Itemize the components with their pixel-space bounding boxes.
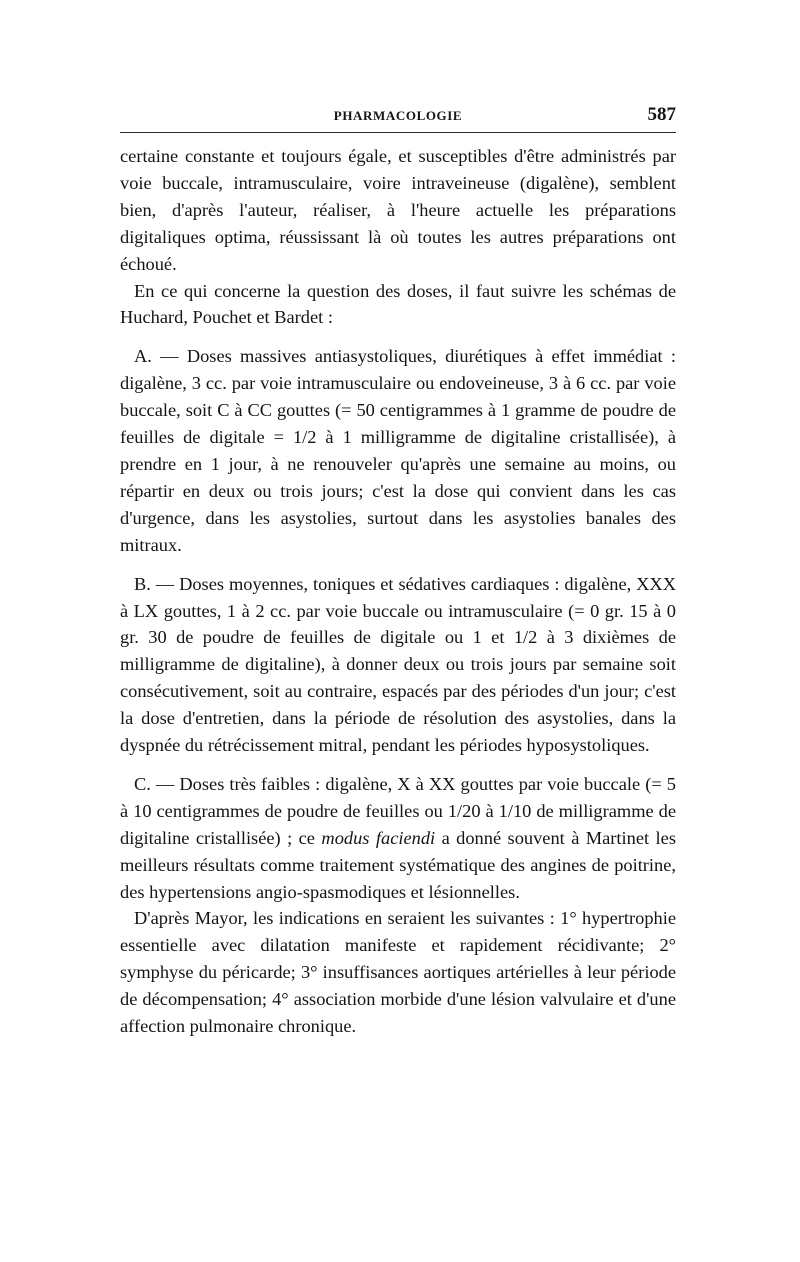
- spacer: [120, 559, 676, 571]
- spacer: [120, 759, 676, 771]
- page-number: 587: [647, 104, 676, 125]
- running-head: PHARMACOLOGIE: [333, 108, 463, 123]
- paragraph-doses-moyennes: B. — Doses moyennes, toniques et sédatives cardiaques : digalène, XXX à LX gouttes, 1 à 2 cc. par voie buccale ou intramusculaire (= 0 gr. 15 à 0 gr. 30 de poudre de feuilles de digitale ou 1 et 1/2 à 3 dixièmes de milligramme de digitaline), à donner deux ou trois jours par semaine soit consécutivement, soit au contraire, espacés par des périodes d'un jour; c'est la dose d'entretien, dans la période de résolution des asystolies, dans la dyspnée du rétrécissement mitral, pendant les périodes hyposystoliques.: [120, 573, 676, 756]
- page-header: [120, 104, 676, 133]
- text-run: C. — Doses très faibles : digalène, X à XX gouttes par voie buccale (= 5 à 10 centigrammes de poudre de feuilles ou 1/20 à 1/10 de milligramme de digitaline cristallisée) ; ce: [120, 773, 676, 848]
- paragraph-continuation: certaine constante et toujours égale, et susceptibles d'être administrés par voie buccale, intramusculaire, voire intraveineuse (digalène), semblent bien, d'après l'auteur, réaliser, à l'heure actuelle les préparations digitaliques optima, réussissant là où toutes les autres préparations ont échoué.: [120, 146, 676, 274]
- paragraph-doses-faibles: [120, 771, 676, 906]
- book-page: [120, 104, 676, 1040]
- paragraph-doses-massives: A. — Doses massives antiasystoliques, diurétiques à effet immédiat : digalène, 3 cc. par voie intramusculaire ou endoveineuse, 3 à 6 cc. par voie buccale, soit C à CC gouttes (= 50 centigrammes à 1 gramme de poudre de feuilles de digitale = 1/2 à 1 milligramme de digitaline cristallisée), à prendre en 1 jour, à ne renouveler qu'après une semaine au moins, ou répartir en deux ou trois jours; c'est la dose qui convient dans les cas d'urgence, dans les asystolies, surtout dans les asystolies banales des mitraux.: [120, 346, 676, 555]
- text-run: a donné souvent à Martinet les meilleurs résultats comme traitement systématique des angines de poitrine, des hypertensions angio-spasmodiques et lésionnelles.: [120, 827, 676, 902]
- italic-phrase: modus faciendi: [321, 827, 436, 848]
- paragraph-doses-intro: En ce qui concerne la question des doses, il faut suivre les schémas de Huchard, Pouchet et Bardet :: [120, 280, 676, 328]
- spacer: [120, 331, 676, 343]
- paragraph-indications-mayor: D'après Mayor, les indications en seraient les suivantes : 1° hypertrophie essentielle avec dilatation manifeste et rapidement récidivante; 2° symphyse du péricarde; 3° insuffisances aortiques artérielles à leur période de décompensation; 4° association morbide d'une lésion valvulaire et d'une affection pulmonaire chronique.: [120, 908, 676, 1037]
